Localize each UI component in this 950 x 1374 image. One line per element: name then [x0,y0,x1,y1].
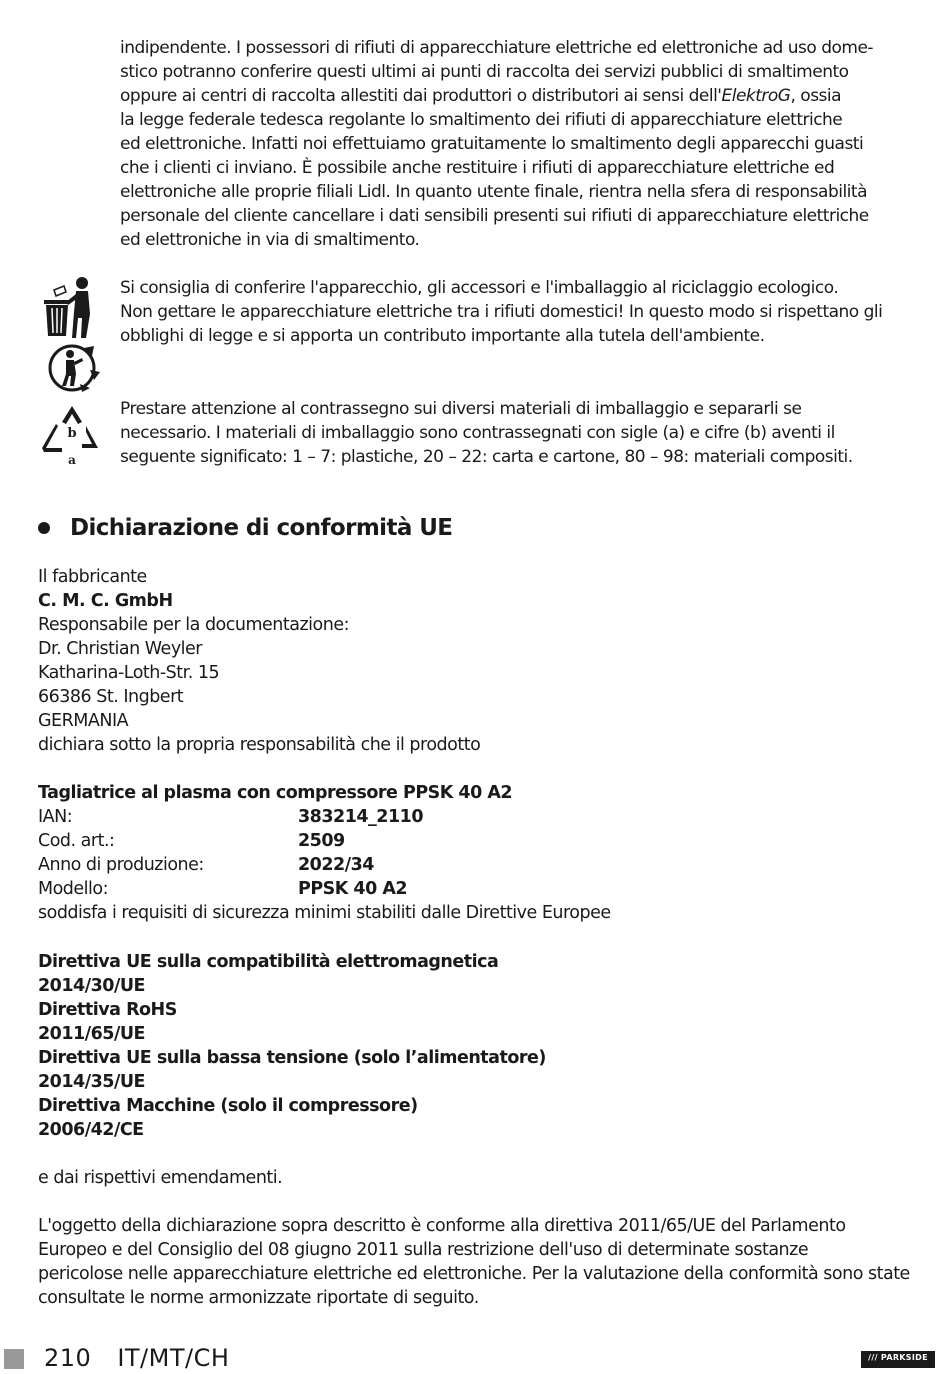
directive-item: 2014/35/UE [38,1072,146,1092]
text-line: seguente significato: 1 – 7: plastiche, 20 – 22: carta e cartone, 80 – 98: materiali compositi. [120,447,853,467]
text-line: obblighi di legge e si apporta un contributo importante alla tutela dell'ambiente. [120,326,765,346]
text-line: Si consiglia di conferire l'apparecchio, gli accessori e l'imballaggio al riciclaggio ecologico. [120,278,839,298]
packaging-code-b: b [67,426,77,441]
directive-item: Direttiva UE sulla bassa tensione (solo l’alimentatore) [38,1048,546,1068]
packaging-paragraph [120,397,920,469]
text-line: consultate le norme armonizzate riportate di seguito. [38,1288,479,1308]
amendments-text: e dai rispettivi emendamenti. [38,1168,283,1188]
product-row-value: 2509 [298,831,345,851]
footer-marker [4,1349,24,1369]
product-title: Tagliatrice al plasma con compressore PPSK 40 A2 [38,783,513,803]
recycle-paragraph [120,276,920,348]
packaging-code-a: a [68,453,76,467]
text-line: Prestare attenzione al contrassegno sui diversi materiali di imballaggio e separarli se [120,399,802,419]
directive-item: 2011/65/UE [38,1024,146,1044]
product-row-value: PPSK 40 A2 [298,879,408,899]
text-line: elettroniche alle proprie filiali Lidl. In quanto utente finale, rientra nella sfera di responsabilità [120,182,867,202]
manufacturer-name: C. M. C. GmbH [38,591,173,611]
product-row [38,805,918,829]
compliance-statement: soddisfa i requisiti di sicurezza minimi stabiliti dalle Direttive Europee [38,903,611,923]
language-codes: IT/MT/CH [117,1344,230,1372]
product-row-label: IAN: [38,807,73,827]
text-line: indipendente. I possessori di rifiuti di apparecchiature elettriche ed elettroniche ad uso dome- [120,38,874,58]
text-line: ed elettroniche in via di smaltimento. [120,230,420,250]
text-line: oppure ai centri di raccolta allestiti dai produttori o distributori ai sensi dell'ElektroG, ossia [120,86,842,106]
address-country: GERMANIA [38,711,129,731]
bullet-icon [38,522,50,534]
text-line: che i clienti ci inviano. È possibile anche restituire i rifiuti di apparecchiature elettriche ed [120,158,835,178]
directives-list [38,950,918,1142]
directive-item: Direttiva Macchine (solo il compressore) [38,1096,418,1116]
address-city: 66386 St. Ingbert [38,687,184,707]
text-line: L'oggetto della dichiarazione sopra descritto è conforme alla direttiva 2011/65/UE del Parlamento [38,1216,846,1236]
section-heading [38,512,452,544]
page-number: 210 [44,1344,92,1372]
text-line: stico potranno conferire questi ultimi ai punti di raccolta dei servizi pubblici di smaltimento [120,62,849,82]
intro-paragraph [120,36,920,252]
product-row-label: Cod. art.: [38,831,115,851]
text-line: ed elettroniche. Infatti noi effettuiamo gratuitamente lo smaltimento degli apparecchi guasti [120,134,864,154]
directive-item: 2014/30/UE [38,976,146,996]
address-street: Katharina-Loth-Str. 15 [38,663,220,683]
recycle-person-icon [44,340,106,396]
responsible-person: Dr. Christian Weyler [38,639,203,659]
directive-item: Direttiva RoHS [38,1000,177,1020]
product-row-label: Anno di produzione: [38,855,204,875]
product-row-value: 2022/34 [298,855,374,875]
text-line: Europeo e del Consiglio del 08 giugno 2011 sulla restrizione dell'uso di determinate sostanze [38,1240,809,1260]
closing-paragraph [38,1214,918,1310]
text-line: Non gettare le apparecchiature elettriche tra i rifiuti domestici! In questo modo si rispettano gli [120,302,883,322]
text-line: pericolose nelle apparecchiature elettriche ed elettroniche. Per la valutazione della conformità sono state [38,1264,910,1284]
text-line: la legge federale tedesca regolante lo smaltimento dei rifiuti di apparecchiature elettriche [120,110,843,130]
manufacturer-block [38,565,918,757]
text-line: personale del cliente cancellare i dati sensibili presenti sui rifiuti di apparecchiature elettriche [120,206,869,226]
footer-page-info [44,1344,229,1372]
declaration-statement: dichiara sotto la propria responsabilità che il prodotto [38,735,481,755]
brand-logo: /// PARKSIDE [861,1351,935,1368]
product-row [38,877,918,901]
product-row-value: 383214_2110 [298,807,424,827]
section-title: Dichiarazione di conformità UE [70,515,453,541]
waste-bin-icon [40,274,96,340]
product-block [38,781,918,925]
directive-item: 2006/42/CE [38,1120,144,1140]
text-line: necessario. I materiali di imballaggio sono contrassegnati con sigle (a) e cifre (b) aventi il [120,423,835,443]
product-row [38,829,918,853]
product-row [38,853,918,877]
documentation-label: Responsabile per la documentazione: [38,615,349,635]
packaging-recycling-triangle-icon [42,400,102,468]
directive-item: Direttiva UE sulla compatibilità elettromagnetica [38,952,499,972]
manufacturer-label: Il fabbricante [38,567,147,587]
product-row-label: Modello: [38,879,109,899]
